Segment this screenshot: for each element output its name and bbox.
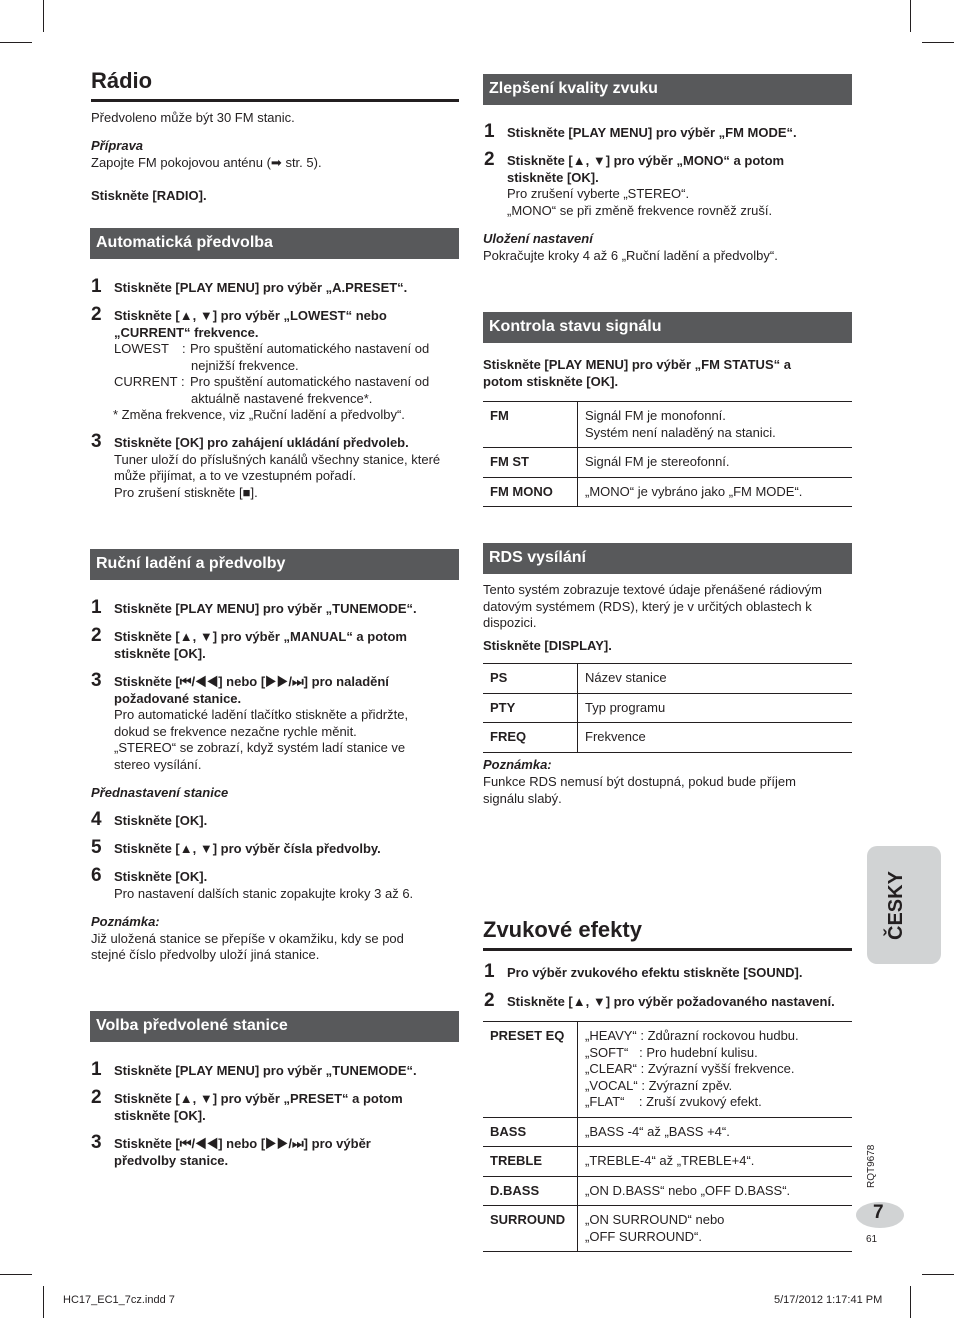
- detail-key: CURRENT: [114, 374, 178, 389]
- footnote: * Změna frekvence, viz „Ruční ladění a předvolby“.: [113, 407, 405, 422]
- table-key: FREQ: [483, 723, 578, 753]
- table-key: D.BASS: [483, 1176, 578, 1206]
- detail-text: aktuálně nastavené frekvence*.: [191, 391, 373, 406]
- page-title: Rádio: [91, 68, 153, 93]
- table-key: SURROUND: [483, 1206, 578, 1252]
- rds-intro: dispozici.: [483, 615, 537, 630]
- step-desc: může přijímat, a to ve vzestupném pořadí.: [114, 468, 357, 483]
- table-row: [483, 1117, 852, 1147]
- step-text: požadované stanice.: [114, 690, 242, 706]
- table-value: [578, 477, 853, 507]
- radio-section: [91, 68, 459, 102]
- step-number: 5: [91, 837, 102, 858]
- instruction-text: potom stiskněte [OK].: [483, 374, 619, 389]
- step-number: 3: [91, 670, 102, 691]
- note-label: Poznámka:: [91, 914, 160, 929]
- step-text: „CURRENT“ frekvence.: [114, 324, 259, 340]
- step-desc: „STEREO“ se zobrazí, když systém ladí stanice ve: [114, 740, 406, 755]
- detail-key: LOWEST: [114, 341, 169, 356]
- step-desc: Pro automatické ladění tlačítko stiskněte a přidržte,: [114, 707, 409, 722]
- table-key: PTY: [483, 693, 578, 723]
- signal-table: [483, 401, 852, 507]
- step-number: 2: [91, 304, 102, 325]
- table-value: [578, 402, 853, 448]
- crop-mark: [0, 1274, 32, 1275]
- language-label: ČESKY: [885, 871, 907, 940]
- table-key: PS: [483, 664, 578, 694]
- step-text: stiskněte [OK].: [114, 1107, 206, 1123]
- step-number: 2: [91, 625, 102, 646]
- step-text: Stiskněte [▲, ▼] pro výběr čísla předvolby.: [114, 841, 381, 856]
- step-text: Stiskněte [OK] pro zahájení ukládání předvoleb.: [114, 435, 409, 450]
- section-heading: Automatická předvolba: [90, 228, 459, 260]
- step-text: Stiskněte [▲, ▼] pro výběr „MONO“ a potom: [507, 153, 785, 168]
- table-row: [483, 448, 852, 478]
- table-value: [578, 1022, 853, 1118]
- step-number: 2: [484, 149, 495, 170]
- step-desc: „MONO“ se při změně frekvence rovněž zruší.: [507, 202, 773, 218]
- step-text: stiskněte [OK].: [114, 645, 206, 661]
- table-row: [483, 402, 852, 448]
- step-number: 3: [91, 431, 102, 452]
- step-text: Stiskněte [▲, ▼] pro výběr „LOWEST“ nebo: [114, 308, 387, 323]
- step-text: Stiskněte [OK].: [114, 813, 208, 828]
- effects-section: [483, 917, 852, 951]
- page-number-badge: [856, 1202, 904, 1228]
- step-desc: dokud se frekvence nezačne rychle měnit.: [114, 723, 357, 739]
- table-row: [483, 477, 852, 507]
- table-value: [578, 448, 853, 478]
- table-row: [483, 1022, 852, 1118]
- value-line: „FLAT“ : Zruší zvukový efekt.: [585, 1094, 762, 1109]
- step-text: Stiskněte [▲, ▼] pro výběr požadovaného nastavení.: [507, 994, 835, 1009]
- crop-mark: [43, 0, 44, 32]
- note-text: Již uložená stanice se přepíše v okamžiku, kdy se pod: [91, 931, 404, 946]
- detail-text: Pro spuštění automatického nastavení od: [190, 374, 430, 389]
- step-text: Stiskněte [▲, ▼] pro výběr „PRESET“ a potom: [114, 1091, 403, 1106]
- step-text: stiskněte [OK].: [507, 169, 599, 185]
- rds-intro: datovým systémem (RDS), který je v určitých oblastech k: [483, 599, 812, 614]
- step-number: 1: [91, 1059, 102, 1080]
- table-row: [483, 1176, 852, 1206]
- table-value: Frekvence: [578, 723, 853, 753]
- table-row: [483, 1147, 852, 1177]
- table-key: TREBLE: [483, 1147, 578, 1177]
- table-value: „ON D.BASS“ nebo „OFF D.BASS“.: [578, 1176, 853, 1206]
- section-heading: Volba předvolené stanice: [90, 1011, 459, 1043]
- step-text: Stiskněte [PLAY MENU] pro výběr „TUNEMODE“.: [114, 601, 417, 616]
- step-desc: Tuner uloží do příslušných kanálů všechny stanice, které: [114, 451, 441, 467]
- note-text: stejné číslo předvolby uloží jiná stanice.: [91, 947, 320, 962]
- step-text: Stiskněte [PLAY MENU] pro výběr „TUNEMODE“.: [114, 1063, 417, 1078]
- footer-file: HC17_EC1_7cz.indd 7: [63, 1294, 175, 1306]
- value-line: Signál FM je monofonní.: [585, 408, 726, 423]
- value-line: „MONO“ je vybráno jako „FM MODE“.: [585, 483, 803, 499]
- step-number: 2: [484, 990, 495, 1011]
- section-heading: Ruční ladění a předvolby: [90, 549, 459, 581]
- document-code: RQT9678: [866, 1144, 877, 1188]
- step-number: 1: [484, 121, 495, 142]
- footer-date: 5/17/2012 1:17:41 PM: [774, 1294, 883, 1306]
- table-row: [483, 693, 852, 723]
- detail-sep: :: [182, 341, 186, 356]
- crop-mark: [910, 1286, 911, 1318]
- step-text: Stiskněte [▲, ▼] pro výběr „MANUAL“ a potom: [114, 629, 407, 644]
- step-number: 1: [91, 276, 102, 297]
- step-text: Stiskněte [PLAY MENU] pro výběr „FM MODE“.: [507, 125, 797, 140]
- table-value: „BASS -4“ až „BASS +4“.: [578, 1117, 853, 1147]
- table-key: FM ST: [483, 448, 578, 478]
- save-text: Pokračujte kroky 4 až 6 „Ruční ladění a předvolby“.: [483, 248, 778, 263]
- value-line: „HEAVY“ : Zdůrazní rockovou hudbu.: [585, 1028, 799, 1043]
- step-number: 3: [91, 1132, 102, 1153]
- instruction-text: Stiskněte [PLAY MENU] pro výběr „FM STATUS“ a: [483, 357, 791, 372]
- table-value: „TREBLE-4“ až „TREBLE+4“.: [578, 1147, 853, 1177]
- subsection-label: Přednastavení stanice: [91, 785, 229, 800]
- rds-intro: Tento systém zobrazuje textové údaje přenášené rádiovým: [483, 582, 822, 597]
- table-key: FM: [483, 402, 578, 448]
- value-line: „VOCAL“ : Zvýrazní zpěv.: [585, 1077, 733, 1093]
- section-heading: Zlepšení kvality zvuku: [483, 74, 852, 106]
- step-desc: Pro zrušení vyberte „STEREO“.: [507, 186, 690, 201]
- crop-mark: [922, 42, 954, 43]
- detail-text: Pro spuštění automatického nastavení od: [190, 341, 430, 356]
- table-value: Název stanice: [578, 664, 853, 694]
- table-row: [483, 723, 852, 753]
- crop-mark: [43, 1286, 44, 1318]
- step-number: 1: [484, 961, 495, 982]
- save-label: Uložení nastavení: [483, 231, 593, 246]
- rds-table: [483, 663, 852, 753]
- table-key: PRESET EQ: [483, 1022, 578, 1118]
- value-line: Systém není naladěný na stanici.: [585, 424, 776, 440]
- section-heading: Kontrola stavu signálu: [483, 312, 852, 344]
- prep-text: Zapojte FM pokojovou anténu (➡ str. 5).: [91, 155, 322, 170]
- table-key: BASS: [483, 1117, 578, 1147]
- press-radio: Stiskněte [RADIO].: [91, 188, 207, 203]
- prep-label: Příprava: [91, 138, 144, 153]
- crop-mark: [910, 0, 911, 32]
- step-desc: stereo vysílání.: [114, 756, 202, 772]
- crop-mark: [922, 1274, 954, 1275]
- value-line: „SOFT“ : Pro hudební kulisu.: [585, 1044, 758, 1060]
- step-desc: Pro zrušení stiskněte [■].: [114, 484, 258, 500]
- step-text: Stiskněte [⏮/◀◀] nebo [▶▶/⏭] pro naladění: [114, 674, 389, 689]
- table-value: Typ programu: [578, 693, 853, 723]
- title-rule: [483, 948, 852, 951]
- table-row: [483, 1206, 852, 1252]
- step-text: Stiskněte [PLAY MENU] pro výběr „A.PRESET“.: [114, 280, 408, 295]
- table-key: FM MONO: [483, 477, 578, 507]
- note-text: signálu slabý.: [483, 791, 562, 806]
- note-text: Funkce RDS nemusí být dostupná, pokud bude příjem: [483, 774, 796, 789]
- table-value: [578, 1206, 853, 1252]
- value-line: Signál FM je stereofonní.: [585, 454, 730, 469]
- value-line: „OFF SURROUND“.: [585, 1228, 702, 1244]
- page-number-small: 61: [866, 1234, 878, 1245]
- step-number: 1: [91, 597, 102, 618]
- effects-table: [483, 1021, 852, 1252]
- step-number: 4: [91, 809, 102, 830]
- detail-text: nejnižší frekvence.: [191, 358, 299, 373]
- section-heading: RDS vysílání: [483, 543, 852, 575]
- language-tab: [867, 846, 941, 964]
- page-number: 7: [873, 1202, 884, 1223]
- table-row: [483, 664, 852, 694]
- crop-mark: [0, 42, 32, 43]
- step-desc: Pro nastavení dalších stanic zopakujte kroky 3 až 6.: [114, 885, 414, 901]
- note-label: Poznámka:: [483, 757, 552, 772]
- step-text: Stiskněte [OK].: [114, 869, 208, 884]
- section-title: Zvukové efekty: [483, 917, 642, 942]
- step-text: Stiskněte [⏮/◀◀] nebo [▶▶/⏭] pro výběr: [114, 1136, 371, 1151]
- step-text: Pro výběr zvukového efektu stiskněte [SOUND].: [507, 965, 803, 980]
- detail-sep: :: [181, 374, 185, 389]
- step-number: 6: [91, 865, 102, 886]
- press-display: Stiskněte [DISPLAY].: [483, 638, 612, 653]
- value-line: „CLEAR“ : Zvýrazní vyšší frekvence.: [585, 1061, 795, 1076]
- step-number: 2: [91, 1087, 102, 1108]
- value-line: „ON SURROUND“ nebo: [585, 1212, 725, 1227]
- intro-text: Předvoleno může být 30 FM stanic.: [91, 110, 295, 125]
- step-text: předvolby stanice.: [114, 1152, 229, 1168]
- title-rule: [91, 99, 459, 102]
